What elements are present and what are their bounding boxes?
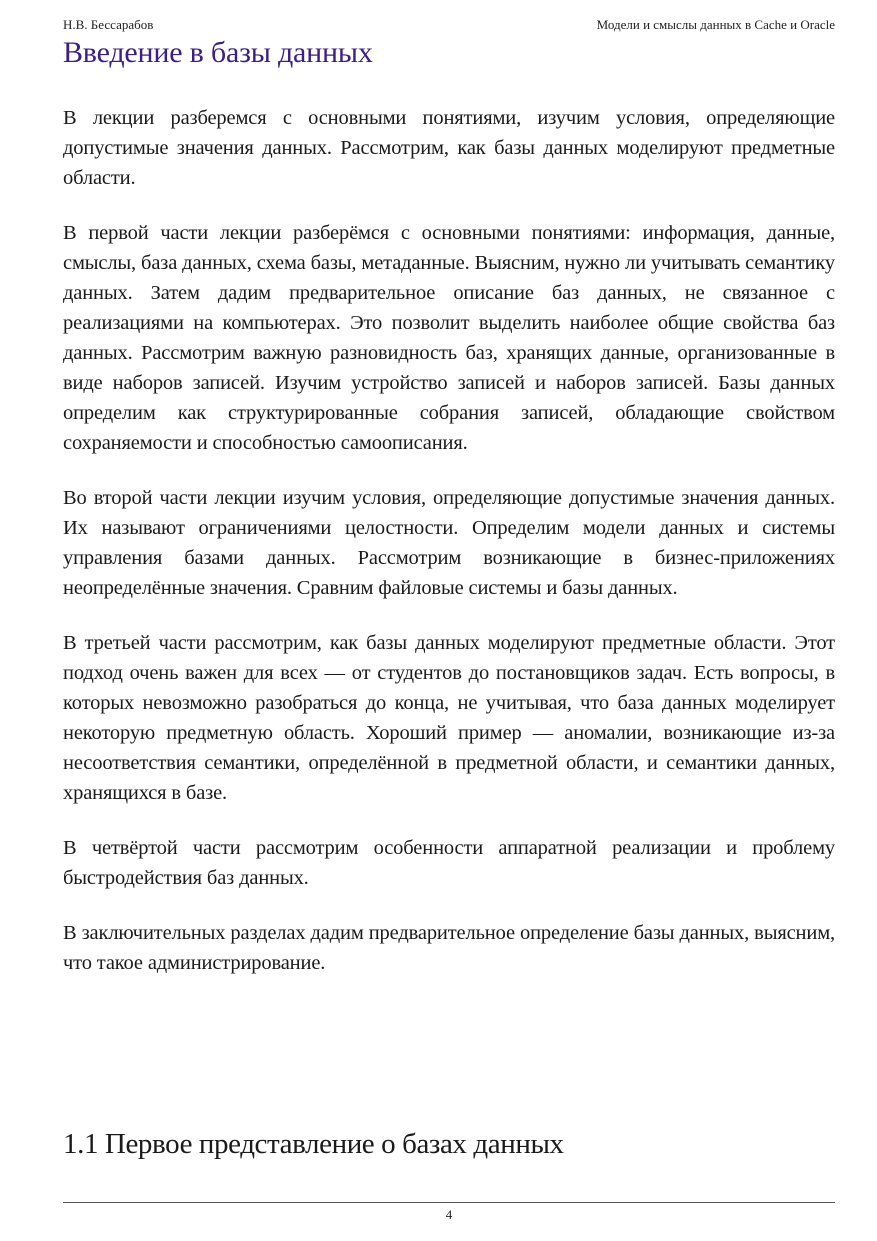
- paragraph-conclusion: В заключительных разделах дадим предварительное определение базы данных, выясним, что такое администрирование.: [63, 922, 835, 974]
- paragraph-part-two: Во второй части лекции изучим условия, определяющие допустимые значения данных. Их называют ограничениями целостности. Определим модели данных и системы управления базами данных. Рассмотрим возникающие в бизнес-приложениях неопределённые значения. Сравним файловые системы и базы данных.: [63, 487, 835, 599]
- paragraph-part-three: В третьей части рассмотрим, как базы данных моделируют предметные области. Этот подход очень важен для всех — от студентов до постановщиков задач. Есть вопросы, в которых невозможно разобраться до конца, не учитывая, что база данных моделирует некоторую предметную область. Хороший пример — аномалии, возникающие из-за несоответствия семантики, определённой в предметной области, и семантики данных, хранящихся в базе.: [63, 632, 835, 804]
- paragraph-intro: В лекции разберемся с основными понятиями, изучим условия, определяющие допустимые значения данных. Рассмотрим, как базы данных моделируют предметные области.: [63, 107, 835, 189]
- page-header: [63, 17, 835, 35]
- page-number: 4: [445, 1207, 453, 1222]
- paragraph-part-four: В четвёртой части рассмотрим особенности аппаратной реализации и проблему быстродействия баз данных.: [63, 837, 835, 889]
- chapter-title: Введение в базы данных: [63, 36, 373, 69]
- paragraph-part-one: В первой части лекции разберёмся с основными понятиями: информация, данные, смыслы, база данных, схема базы, метаданные. Выясним, нужно ли учитывать семантику данных. Затем дадим предварительное описание баз данных, не связанное с реализациями на компьютерах. Это позволит выделить наиболее общие свойства баз данных. Рассмотрим важную разновидность баз, хранящих данные, организованные в виде наборов записей. Изучим устройство записей и наборов записей. Базы данных определим как структурированные собрания записей, обладающие свойством сохраняемости и способностью самоописания.: [63, 222, 835, 454]
- header-author: Н.В. Бессарабов: [63, 17, 154, 32]
- footer-divider: [63, 1202, 835, 1203]
- section-title: 1.1 Первое представление о базах данных: [63, 1128, 564, 1160]
- body-text: [63, 103, 835, 1003]
- header-book-title: Модели и смыслы данных в Cache и Oracle: [596, 17, 835, 32]
